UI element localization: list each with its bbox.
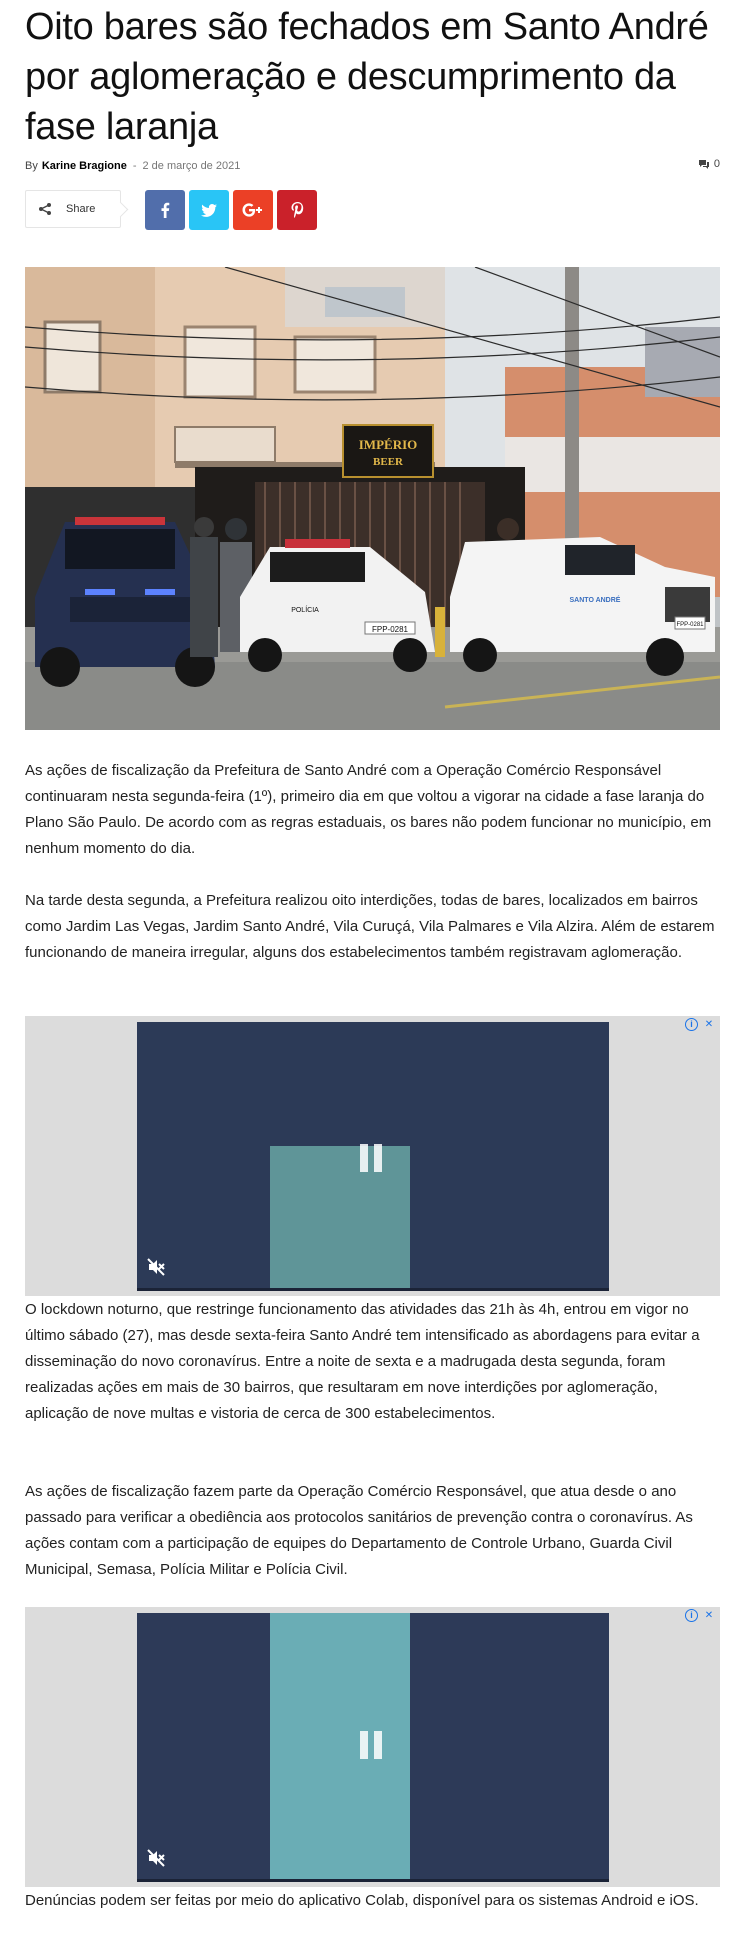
share-icon bbox=[38, 202, 52, 216]
paragraph-3: O lockdown noturno, que restringe funcionamento das atividades das 21h às 4h, entrou em vigor no último sábado (27), mas desde sexta-feira Santo André tem intensificado as abordagens para evitar a disseminação do novo coronavírus. Entre a noite de sexta e a madrugada desta segunda, foram realizadas ações em mais de 30 bairros, que resultaram em nove interdições por aglomeração, aplicação de nove multas e vistoria de cerca de 300 estabelecimentos. bbox=[25, 1301, 700, 1422]
share-button[interactable] bbox=[25, 190, 121, 228]
share-bar bbox=[25, 190, 317, 232]
pause-icon[interactable] bbox=[360, 1144, 386, 1172]
mute-icon[interactable] bbox=[147, 1849, 165, 1867]
twitter-icon bbox=[201, 204, 217, 217]
google-plus-share-button[interactable] bbox=[233, 190, 273, 230]
ad-close-icon[interactable]: ✕ bbox=[704, 1610, 714, 1621]
twitter-share-button[interactable] bbox=[189, 190, 229, 230]
publish-date: 2 de março de 2021 bbox=[142, 160, 241, 172]
article-title: Oito bares são fechados em Santo André por aglomeração e descumprimento da fase laranja bbox=[25, 6, 709, 148]
meta-separator: - bbox=[132, 160, 137, 172]
comment-icon bbox=[698, 159, 710, 170]
pause-icon[interactable] bbox=[360, 1731, 386, 1759]
author-link[interactable]: Karine Bragione bbox=[41, 160, 127, 172]
ad-video-panel bbox=[270, 1613, 410, 1879]
ad-badge bbox=[685, 1609, 716, 1623]
ad-info-icon[interactable]: i bbox=[685, 1018, 698, 1031]
door-label: POLÍCIA bbox=[291, 607, 319, 614]
paragraph-4: As ações de fiscalização fazem parte da Operação Comércio Responsável, que atua desde o ano passado para verificar a obediência aos protocolos sanitários de prevenção contra o coronavírus. As ações contam com a participação de equipes do Departamento de Controle Urbano, Guarda Civil Municipal, Semasa, Polícia Militar e Polícia Civil. bbox=[25, 1483, 693, 1578]
paragraph-1: As ações de fiscalização da Prefeitura de Santo André com a Operação Comércio Responsável continuaram nesta segunda-feira (1º), primeiro dia em que voltou a vigorar na cidade a fase laranja do Plano São Paulo. De acordo com as regras estaduais, os bares não podem funcionar no município, em nenhum momento do dia. bbox=[25, 762, 712, 857]
ad-badge bbox=[685, 1018, 716, 1032]
comment-count: 0 bbox=[713, 158, 720, 170]
pinterest-icon bbox=[291, 202, 304, 218]
paragraph-2: Na tarde desta segunda, a Prefeitura realizou oito interdições, todas de bares, localizados em bairros como Jardim Las Vegas, Jardim Santo André, Vila Curuçá, Vila Palmares e Vila Alzira. Além de estarem funcionando de maneira irregular, alguns dos estabelecimentos também registravam aglomeração. bbox=[25, 892, 715, 961]
ad-video-panel bbox=[270, 1146, 410, 1288]
sign-text-2: BEER bbox=[373, 456, 403, 468]
share-label: Share bbox=[66, 203, 96, 215]
ad-video-player[interactable] bbox=[137, 1022, 609, 1291]
plate-2: FPP-0281 bbox=[676, 622, 704, 628]
ad-video-player[interactable] bbox=[137, 1613, 609, 1882]
mute-icon[interactable] bbox=[147, 1258, 165, 1276]
comments-link[interactable] bbox=[698, 158, 720, 170]
plate-1: FPP-0281 bbox=[371, 625, 409, 634]
sign-text-1: IMPÉRIO bbox=[358, 437, 418, 452]
police-operation-photo bbox=[25, 267, 720, 730]
facebook-share-button[interactable] bbox=[145, 190, 185, 230]
ad-close-icon[interactable]: ✕ bbox=[704, 1019, 714, 1030]
article-meta bbox=[25, 158, 720, 174]
truck-label: SANTO ANDRÉ bbox=[569, 597, 621, 604]
facebook-icon bbox=[160, 202, 170, 218]
video-ad-2[interactable] bbox=[25, 1607, 720, 1887]
ad-info-icon[interactable]: i bbox=[685, 1609, 698, 1622]
article-photo bbox=[25, 267, 720, 730]
by-label: By bbox=[25, 160, 38, 172]
video-ad-1[interactable] bbox=[25, 1016, 720, 1296]
paragraph-5: Denúncias podem ser feitas por meio do aplicativo Colab, disponível para os sistemas Android e iOS. bbox=[25, 1892, 699, 1909]
google-plus-icon bbox=[242, 203, 264, 217]
pinterest-share-button[interactable] bbox=[277, 190, 317, 230]
